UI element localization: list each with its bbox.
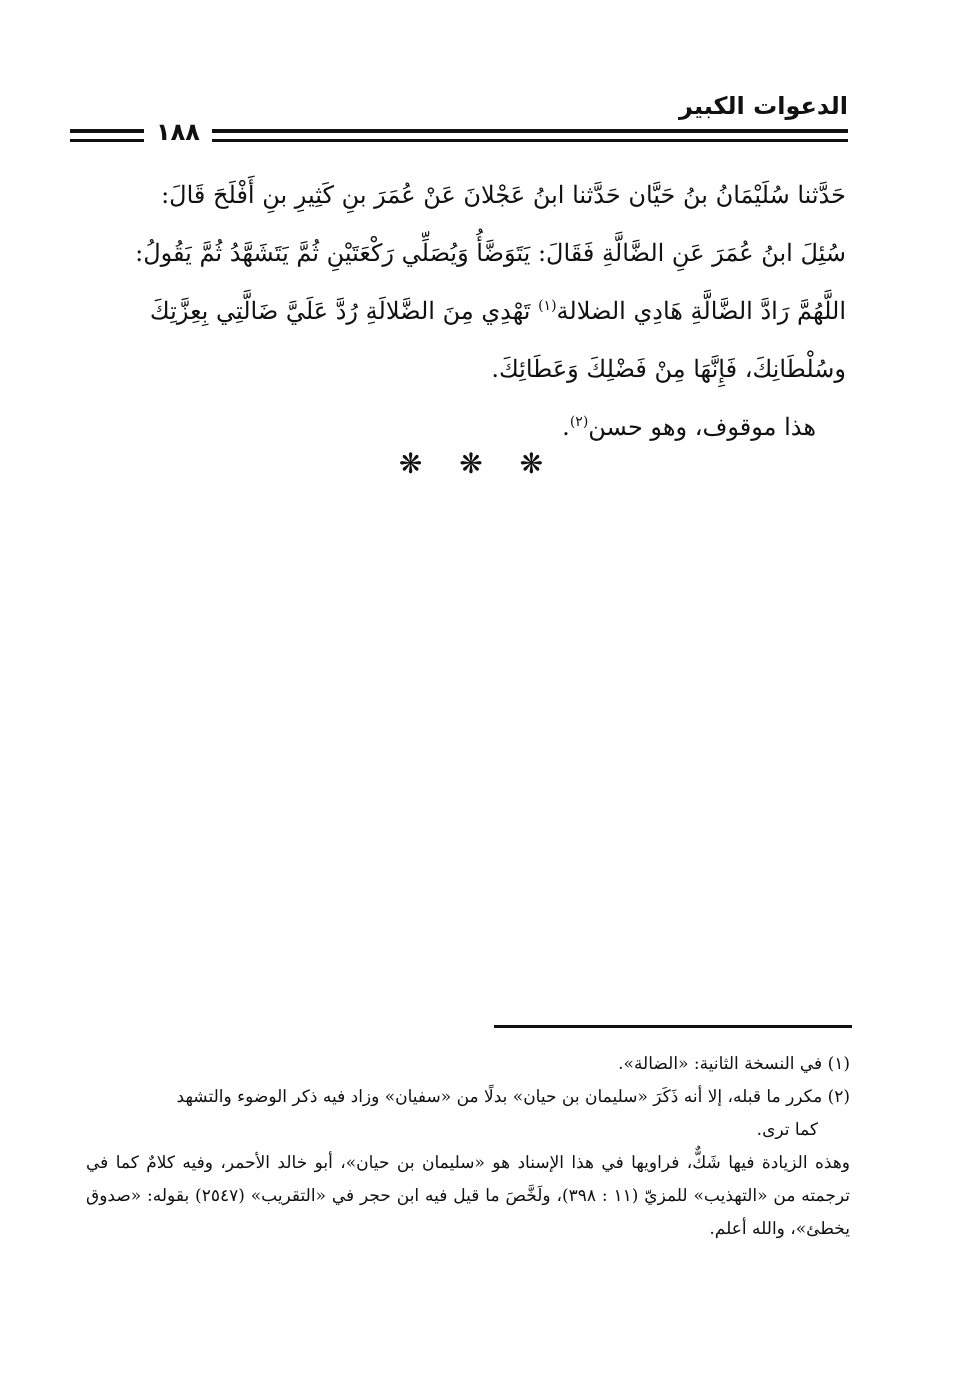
text-line-4: وسُلْطَانِكَ، فَإِنَّهَا مِنْ فَضْلِكَ وَعَطَائِكَ. [491, 355, 846, 383]
page-number: ١٨٨ [144, 118, 212, 146]
footnote-2-line-1: (٢) مكرر ما قبله، إلا أنه ذَكَرَ «سليمان بن حيان» بدلًا من «سفيان» وزاد فيه ذكر الوضوء والتشهد [176, 1087, 850, 1107]
footnote-2-paragraph: وهذه الزيادة فيها شَكٌّ، فراويها في هذا الإسناد هو «سليمان بن حيان»، أبو خالد الأحمر، وفيه كلامٌ كما في ترجمته من «التهذيب» للمزيّ (١١ : ٣٩٨)، ولَخَّصَ ما قيل فيه ابن حجر في «التقريب» (٢٥٤٧) بقوله: «صدوق يخطئ»، والله أعلم. [86, 1153, 850, 1239]
main-text [78, 166, 846, 456]
text-line-3 [78, 282, 846, 340]
footnotes [86, 1048, 850, 1246]
text-line-1: حَدَّثنا سُلَيْمَانُ بنُ حَيَّان حَدَّثنا ابنُ عَجْلانَ عَنْ عُمَرَ بنِ كَثِيرِ بنِ أَفْلَحَ قَالَ: [161, 181, 846, 209]
section-separator: ❋ ❋ ❋ [398, 447, 558, 480]
text-line-3-end: تَهْدِي مِنَ الضَّلالَةِ رُدَّ عَلَيَّ ضَالَّتِي بِعِزَّتِكَ [149, 297, 539, 325]
footnote-2-line-2: كما ترى. [756, 1120, 818, 1140]
text-line-3-start: اللَّهُمَّ رَادَّ الضَّالَّةِ هَادِي الضلالة [556, 297, 846, 325]
text-line-2: سُئِلَ ابنُ عُمَرَ عَنِ الضَّالَّةِ فَقَالَ: يَتَوَضَّأُ وَيُصَلِّي رَكْعَتَيْنِ ثُمَّ يَتَشَهَّدُ ثُمَّ يَقُولُ: [135, 239, 846, 267]
book-title: الدعوات الكبير [679, 92, 848, 120]
page-header [70, 92, 848, 146]
closing-text: هذا موقوف، وهو حسن [588, 413, 816, 441]
closing-end: . [562, 413, 570, 441]
footnote-ref-2[interactable]: (٢) [569, 414, 589, 430]
footnote-ref-1[interactable]: (١) [538, 298, 557, 314]
footnote-1: (١) في النسخة الثانية: «الضالة». [618, 1054, 850, 1074]
footnote-divider [494, 1025, 852, 1028]
